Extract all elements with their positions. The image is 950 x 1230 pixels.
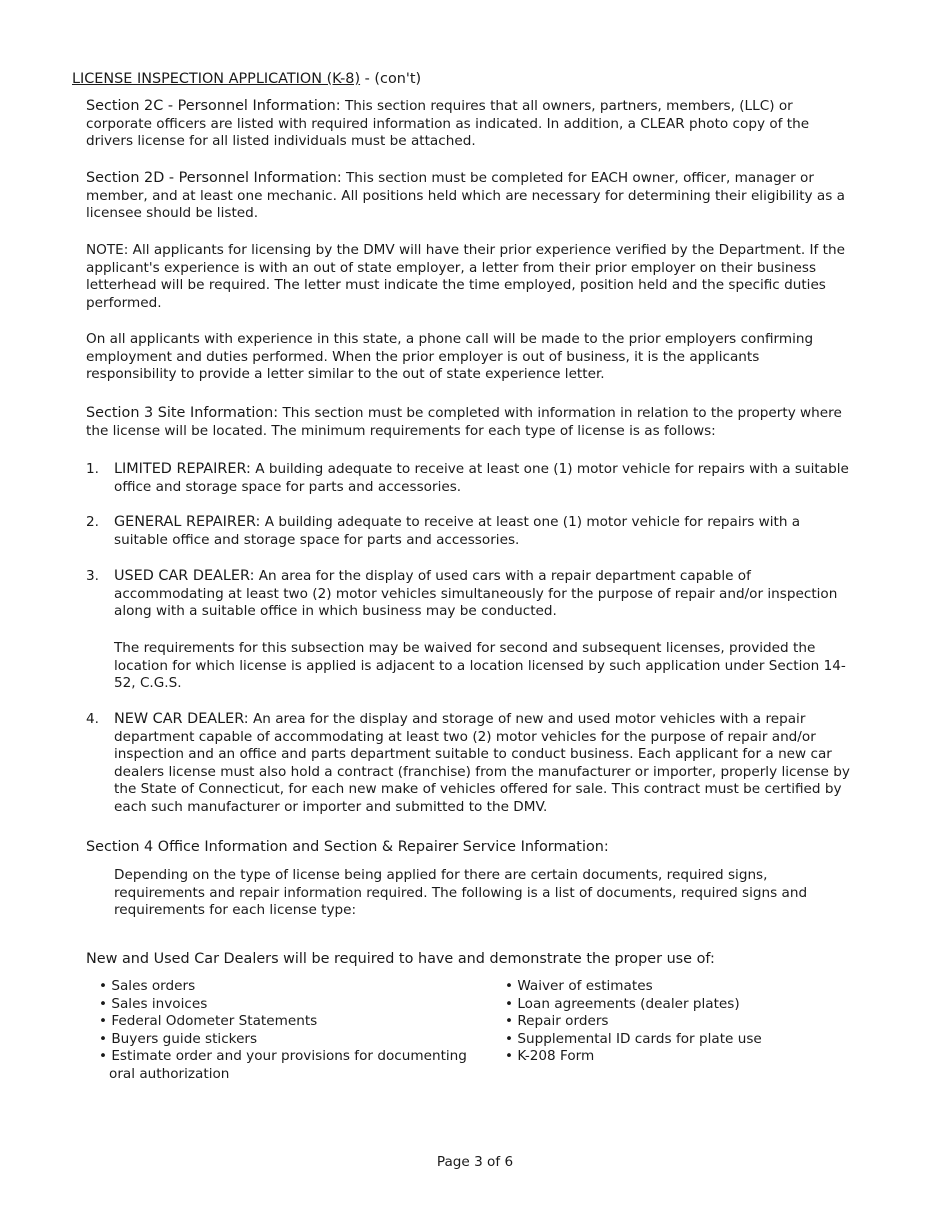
in-state-paragraph: On all applicants with experience in this state, a phone call will be made to the prior employers confirming employment and duties performed. When the prior employer is out of business, it is the applicants responsibility to provide a letter similar to the out of state experience letter.	[86, 331, 814, 383]
section-3-lead: Section 3 Site Information:	[86, 405, 279, 421]
list-item: • Supplemental ID cards for plate use	[505, 1030, 762, 1047]
section-2c-lead: Section 2C - Personnel Information:	[86, 98, 341, 114]
used-car-waiver-paragraph: The requirements for this subsection may be waived for second and subsequent licenses, provided the location for which license is applied is adjacent to a location licensed by such application under Section 14-52, C.G.S.	[114, 640, 846, 692]
list-item: • Estimate order and your provisions for documenting oral authorization	[99, 1048, 467, 1082]
section-2c-text: This section requires that all owners, partners, members, (LLC) or corporate officers are listed with required information as indicated. In addition, a CLEAR photo copy of the drivers license for all listed individuals must be attached.	[86, 98, 810, 150]
section-2d-text: This section must be completed for EACH owner, officer, manager or member, and at least one mechanic. All positions held which are necessary for determining their eligibility as a licensee should be listed.	[86, 170, 845, 222]
list-item: • K-208 Form	[505, 1048, 595, 1065]
license-type-text: A building adequate to receive at least one (1) motor vehicle for repairs with a suitable office and storage space for parts and accessories.	[114, 461, 849, 495]
list-item-general-repairer	[86, 514, 850, 549]
list-number: 2.	[86, 514, 99, 530]
continued-label: - (con't)	[360, 71, 422, 87]
dealer-documents-right-list	[505, 978, 865, 1066]
form-name: LICENSE INSPECTION APPLICATION (K-8)	[72, 71, 361, 87]
section-3-paragraph	[86, 405, 850, 440]
list-number: 4.	[86, 711, 99, 727]
note-paragraph: NOTE: All applicants for licensing by the DMV will have their prior experience verified by the Department. If the applicant's experience is with an out of state employer, a letter from their prior employer on their business letterhead will be required. The letter must indicate the time employed, position held and the specific duties performed.	[86, 242, 845, 311]
license-type-name: LIMITED REPAIRER:	[114, 461, 251, 477]
section-4-heading: Section 4 Office Information and Section & Repairer Service Information:	[86, 839, 609, 855]
list-item-used-car-dealer	[86, 568, 850, 621]
section-2d-paragraph	[86, 170, 850, 223]
license-type-name: GENERAL REPAIRER:	[114, 514, 261, 530]
list-item: • Sales invoices	[99, 995, 208, 1012]
section-3-text: This section must be completed with information in relation to the property where the license will be located. The minimum requirements for each type of license is as follows:	[86, 405, 842, 439]
list-item: • Federal Odometer Statements	[99, 1013, 318, 1030]
list-item: • Sales orders	[99, 978, 196, 994]
dealer-documents-left-list	[99, 978, 471, 1084]
license-type-name: NEW CAR DEALER:	[114, 711, 249, 727]
document-title	[72, 70, 421, 88]
list-item: • Waiver of estimates	[505, 978, 653, 994]
section-4-paragraph: Depending on the type of license being applied for there are certain documents, required signs, requirements and repair information required. The following is a list of documents, required signs and requirements for each license type:	[114, 867, 808, 919]
license-type-name: USED CAR DEALER:	[114, 568, 255, 584]
section-2d-lead: Section 2D - Personnel Information:	[86, 170, 342, 186]
license-type-text: An area for the display of used cars with a repair department capable of accommodating at least two (2) motor vehicles simultaneously for the purpose of repair and/or inspection along with a suitable office in which business may be conducted.	[114, 568, 838, 620]
section-2c-paragraph	[86, 98, 850, 151]
list-item: • Buyers guide stickers	[99, 1030, 258, 1047]
dealers-heading: New and Used Car Dealers will be required to have and demonstrate the proper use of:	[86, 951, 715, 967]
list-item: • Repair orders	[505, 1013, 609, 1030]
license-type-text: A building adequate to receive at least one (1) motor vehicle for repairs with a suitable office and storage space for parts and accessories.	[114, 514, 801, 548]
list-item-new-car-dealer	[86, 711, 850, 817]
list-number: 3.	[86, 568, 99, 584]
page-number: Page 3 of 6	[436, 1154, 514, 1170]
list-item-limited-repairer	[86, 461, 850, 496]
list-number: 1.	[86, 461, 99, 477]
license-type-text: An area for the display and storage of new and used motor vehicles with a repair department capable of accommodating at least two (2) motor vehicles for the purpose of repair and/or inspection and an office and parts department suitable to conduct business. Each applicant for a new car dealers license must also hold a contract (franchise) from the manufacturer or importer, properly license by the State of Connecticut, for each new make of vehicles offered for sale. This contract must be certified by each such manufacturer or importer and submitted to the DMV.	[114, 711, 850, 815]
list-item: • Loan agreements (dealer plates)	[505, 995, 740, 1012]
